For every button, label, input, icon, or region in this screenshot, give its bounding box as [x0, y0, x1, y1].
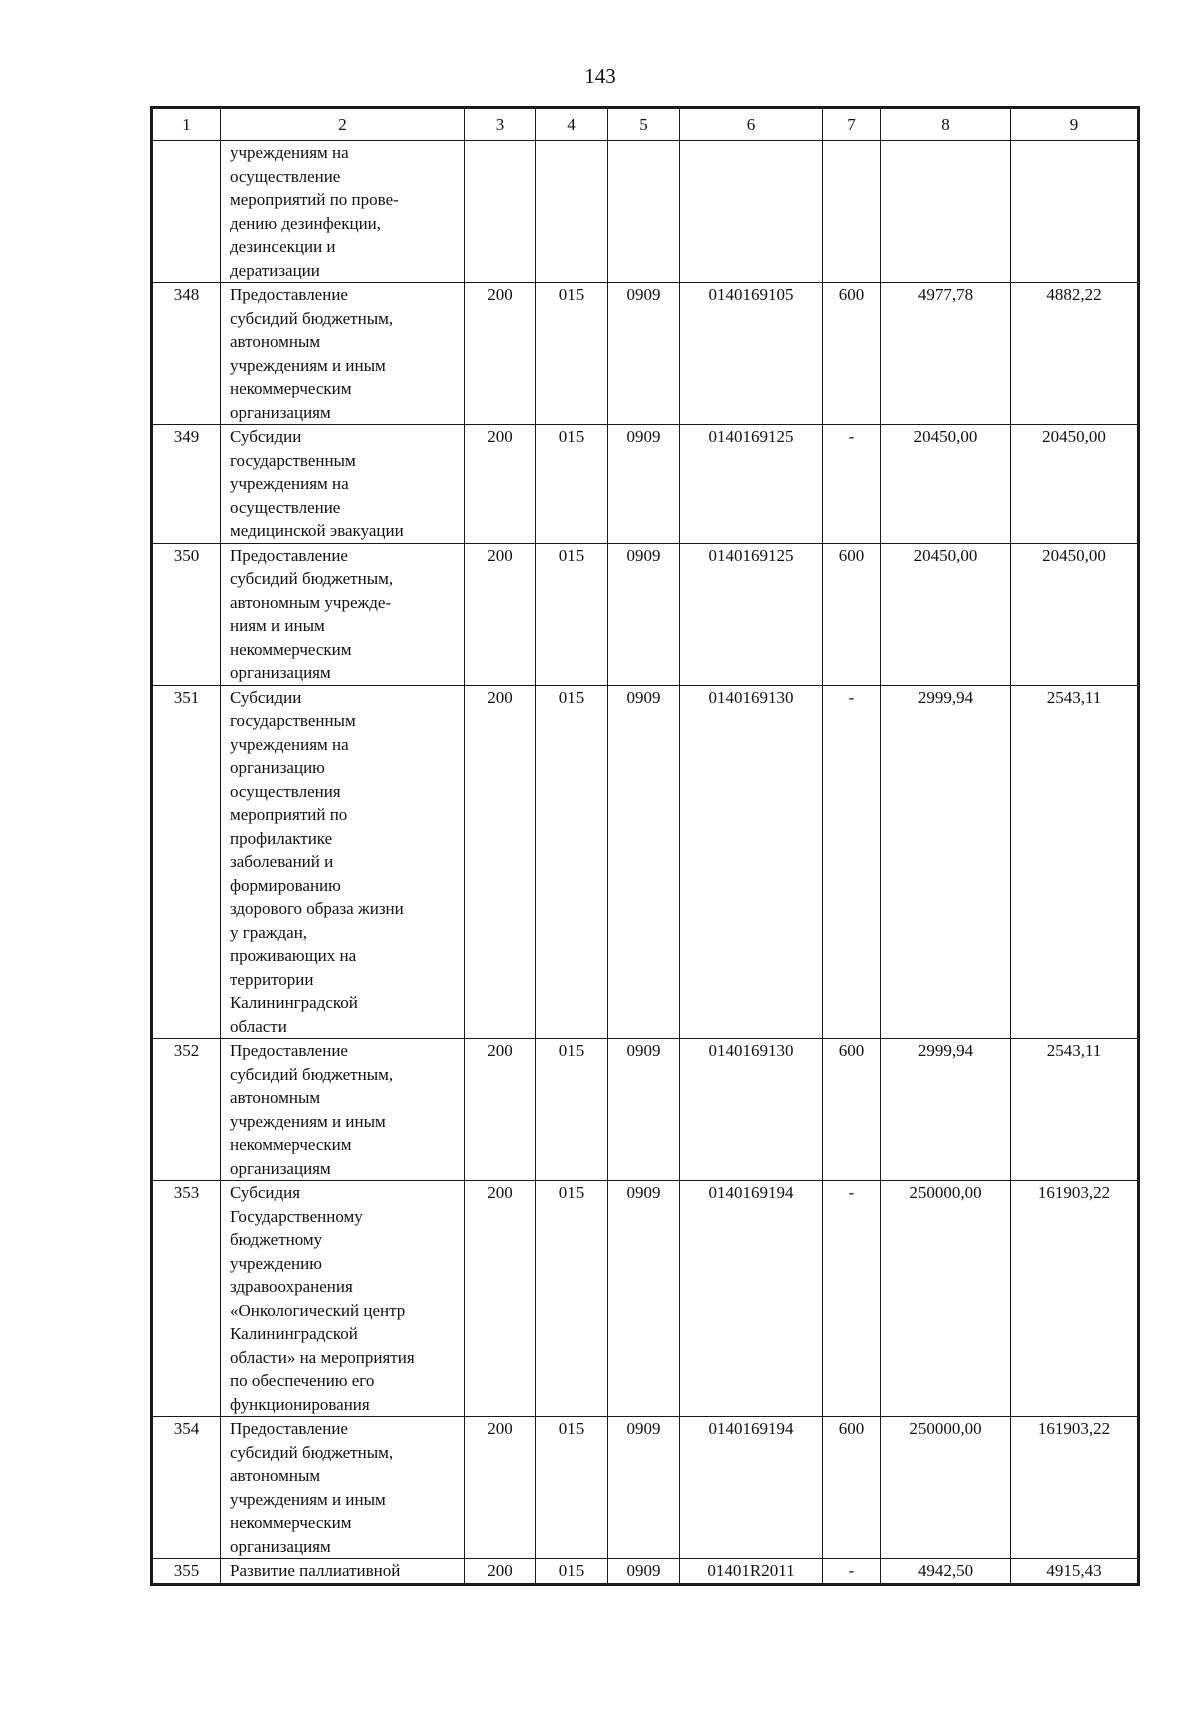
code-cell: 200: [465, 283, 536, 425]
column-header: 6: [680, 109, 823, 141]
table-row: [153, 685, 1138, 1039]
column-header: 9: [1011, 109, 1138, 141]
row-number-cell: 351: [153, 685, 221, 1039]
code-cell: 015: [536, 1039, 608, 1181]
row-number-cell: 348: [153, 283, 221, 425]
description-cell: Субсидии государственным учреждениям на организацию осуществления мероприятий по профилактике заболеваний и формированию здорового образа жизни у граждан, проживающих на территории Калининградской области: [221, 685, 465, 1039]
expense-type-cell: [823, 141, 881, 283]
target-code-cell: [680, 141, 823, 283]
target-code-cell: 0140169194: [680, 1417, 823, 1559]
amount-actual-cell: 2543,11: [1011, 1039, 1138, 1181]
expense-type-cell: -: [823, 425, 881, 544]
description-cell: Предоставление субсидий бюджетным, автономным учреждениям и иным некоммерческим организациям: [221, 1417, 465, 1559]
section-cell: 0909: [608, 425, 680, 544]
amount-actual-cell: 4882,22: [1011, 283, 1138, 425]
code-cell: 015: [536, 543, 608, 685]
table-body: [153, 141, 1138, 1584]
amount-planned-cell: 250000,00: [881, 1181, 1011, 1417]
target-code-cell: 0140169105: [680, 283, 823, 425]
amount-planned-cell: 4977,78: [881, 283, 1011, 425]
row-number-cell: [153, 141, 221, 283]
row-number-cell: 353: [153, 1181, 221, 1417]
section-cell: 0909: [608, 685, 680, 1039]
amount-actual-cell: 20450,00: [1011, 543, 1138, 685]
budget-table: [152, 108, 1138, 1584]
column-header: 3: [465, 109, 536, 141]
page-number: 143: [584, 64, 616, 88]
target-code-cell: 0140169125: [680, 543, 823, 685]
section-cell: 0909: [608, 1181, 680, 1417]
target-code-cell: 01401R2011: [680, 1559, 823, 1584]
section-cell: 0909: [608, 1417, 680, 1559]
amount-planned-cell: [881, 141, 1011, 283]
row-number-cell: 349: [153, 425, 221, 544]
amount-actual-cell: 161903,22: [1011, 1181, 1138, 1417]
code-cell: 200: [465, 425, 536, 544]
expense-type-cell: 600: [823, 283, 881, 425]
expense-type-cell: -: [823, 1181, 881, 1417]
code-cell: [536, 141, 608, 283]
section-cell: [608, 141, 680, 283]
description-cell: учреждениям на осуществление мероприятий по прове- дению дезинфекции, дезинсекции и дератизации: [221, 141, 465, 283]
table-row: [153, 141, 1138, 283]
code-cell: 015: [536, 1181, 608, 1417]
amount-actual-cell: 161903,22: [1011, 1417, 1138, 1559]
column-header: 2: [221, 109, 465, 141]
code-cell: 015: [536, 1559, 608, 1584]
amount-actual-cell: 4915,43: [1011, 1559, 1138, 1584]
amount-actual-cell: [1011, 141, 1138, 283]
code-cell: 015: [536, 283, 608, 425]
target-code-cell: 0140169130: [680, 1039, 823, 1181]
amount-actual-cell: 20450,00: [1011, 425, 1138, 544]
expense-type-cell: 600: [823, 543, 881, 685]
table-row: [153, 1559, 1138, 1584]
row-number-cell: 354: [153, 1417, 221, 1559]
code-cell: 200: [465, 1181, 536, 1417]
amount-planned-cell: 20450,00: [881, 543, 1011, 685]
amount-actual-cell: 2543,11: [1011, 685, 1138, 1039]
table-row: [153, 1181, 1138, 1417]
code-cell: 200: [465, 543, 536, 685]
description-cell: Предоставление субсидий бюджетным, автономным учреждениям и иным некоммерческим организациям: [221, 283, 465, 425]
expense-type-cell: 600: [823, 1039, 881, 1181]
description-cell: Предоставление субсидий бюджетным, автономным учрежде- ниям и иным некоммерческим организациям: [221, 543, 465, 685]
code-cell: 200: [465, 1417, 536, 1559]
table-row: [153, 1417, 1138, 1559]
description-cell: Субсидии государственным учреждениям на осуществление медицинской эвакуации: [221, 425, 465, 544]
row-number-cell: 352: [153, 1039, 221, 1181]
target-code-cell: 0140169125: [680, 425, 823, 544]
section-cell: 0909: [608, 543, 680, 685]
code-cell: 015: [536, 685, 608, 1039]
expense-type-cell: 600: [823, 1417, 881, 1559]
table-row: [153, 543, 1138, 685]
amount-planned-cell: 20450,00: [881, 425, 1011, 544]
column-header: 5: [608, 109, 680, 141]
section-cell: 0909: [608, 1559, 680, 1584]
description-cell: Предоставление субсидий бюджетным, автономным учреждениям и иным некоммерческим организациям: [221, 1039, 465, 1181]
amount-planned-cell: 2999,94: [881, 1039, 1011, 1181]
section-cell: 0909: [608, 1039, 680, 1181]
description-cell: Развитие паллиативной: [221, 1559, 465, 1584]
amount-planned-cell: 250000,00: [881, 1417, 1011, 1559]
table-row: [153, 283, 1138, 425]
target-code-cell: 0140169130: [680, 685, 823, 1039]
expense-type-cell: -: [823, 1559, 881, 1584]
section-cell: 0909: [608, 283, 680, 425]
table-row: [153, 1039, 1138, 1181]
code-cell: 200: [465, 1039, 536, 1181]
amount-planned-cell: 4942,50: [881, 1559, 1011, 1584]
code-cell: 015: [536, 1417, 608, 1559]
column-header: 7: [823, 109, 881, 141]
description-cell: Субсидия Государственному бюджетному учреждению здравоохранения «Онкологический центр Калининградской области» на мероприятия по обеспечению его функционирования: [221, 1181, 465, 1417]
target-code-cell: 0140169194: [680, 1181, 823, 1417]
code-cell: [465, 141, 536, 283]
column-header: 8: [881, 109, 1011, 141]
column-header: 4: [536, 109, 608, 141]
table-row: [153, 425, 1138, 544]
row-number-cell: 350: [153, 543, 221, 685]
code-cell: 015: [536, 425, 608, 544]
expense-type-cell: -: [823, 685, 881, 1039]
amount-planned-cell: 2999,94: [881, 685, 1011, 1039]
column-header: 1: [153, 109, 221, 141]
header-row: [153, 109, 1138, 141]
row-number-cell: 355: [153, 1559, 221, 1584]
code-cell: 200: [465, 1559, 536, 1584]
code-cell: 200: [465, 685, 536, 1039]
